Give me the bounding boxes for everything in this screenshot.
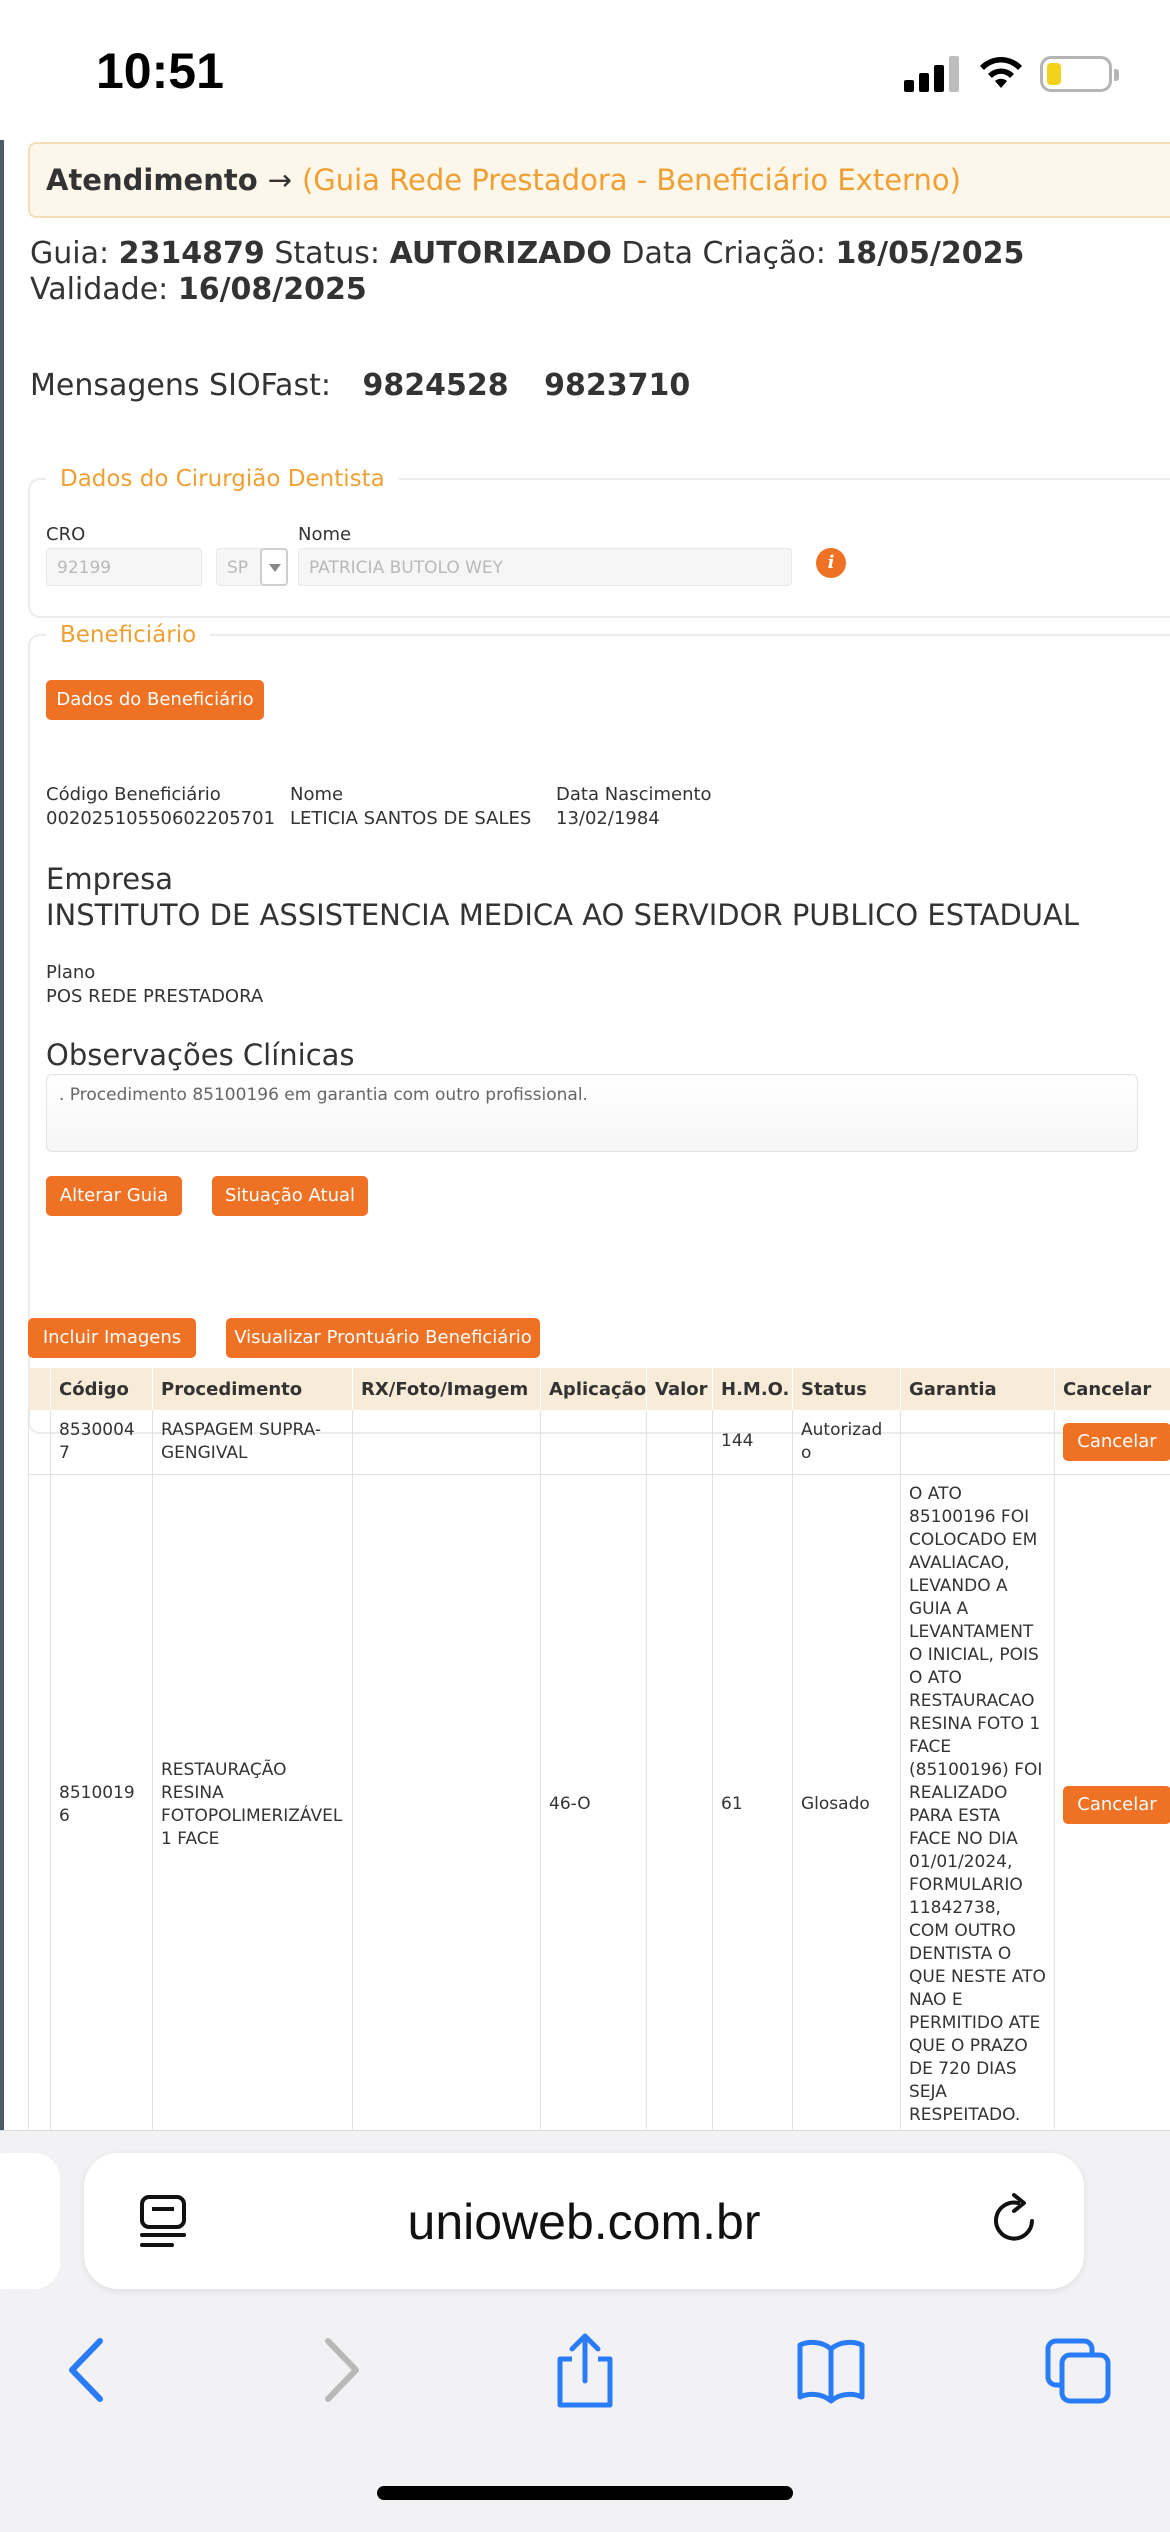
share-icon[interactable] — [550, 2331, 620, 2409]
address-bar[interactable] — [84, 2153, 1084, 2289]
clinical-notes-textarea[interactable]: . Procedimento 85100196 em garantia com outro profissional. — [46, 1074, 1138, 1152]
guide-validity-date: 16/08/2025 — [177, 272, 367, 307]
beneficiary-code: 00202510550602205701 — [46, 808, 276, 829]
breadcrumb-subtitle[interactable]: (Guia Rede Prestadora - Beneficiário Externo) — [301, 163, 961, 197]
beneficiary-legend: Beneficiário — [60, 622, 197, 648]
table-header-row — [29, 1368, 1170, 1410]
view-records-button[interactable]: Visualizar Prontuário Beneficiário — [226, 1318, 540, 1358]
alter-guide-button[interactable]: Alterar Guia — [46, 1176, 182, 1216]
previous-tab-preview[interactable] — [0, 2153, 60, 2289]
browser-toolbar — [0, 2130, 1170, 2532]
cro-label: CRO — [46, 524, 86, 545]
table-row — [29, 1474, 1170, 2130]
cellular-signal-icon — [904, 56, 960, 92]
guide-created-date: 18/05/2025 — [835, 236, 1025, 271]
url-text[interactable]: unioweb.com.br — [407, 2194, 761, 2250]
dentist-name-label: Nome — [298, 524, 352, 545]
procedure-name: RASPAGEM SUPRA-GENGIVAL — [153, 1410, 353, 1474]
siofast-code: 9824528 — [362, 368, 509, 403]
bookmarks-icon[interactable] — [796, 2331, 866, 2409]
company-label: Empresa — [46, 862, 173, 896]
breadcrumb-title: Atendimento — [46, 163, 258, 197]
procedure-code: 85100196 — [51, 1474, 153, 2130]
procedure-hmo: 61 — [713, 1474, 793, 2130]
current-status-button[interactable]: Situação Atual — [212, 1176, 368, 1216]
cancel-procedure-button[interactable]: Cancelar — [1063, 1423, 1170, 1461]
company-name: INSTITUTO DE ASSISTENCIA MEDICA AO SERVIDOR PUBLICO ESTADUAL — [46, 898, 1080, 932]
status-time: 10:51 — [96, 43, 224, 99]
procedure-name: RESTAURAÇÃO RESINA FOTOPOLIMERIZÁVEL 1 FACE — [153, 1474, 353, 2130]
table-header: RX/Foto/Imagem — [353, 1368, 541, 1410]
table-row — [29, 1410, 1170, 1474]
clinical-notes-title: Observações Clínicas — [46, 1038, 355, 1072]
beneficiary-data-button[interactable]: Dados do Beneficiário — [46, 680, 264, 720]
table-header: Status — [793, 1368, 901, 1410]
table-header: Aplicação — [541, 1368, 647, 1410]
uf-dropdown-arrow-icon[interactable] — [260, 548, 288, 586]
procedure-value — [647, 1410, 713, 1474]
back-icon[interactable] — [52, 2331, 122, 2409]
home-indicator — [377, 2486, 793, 2500]
beneficiary-section — [28, 622, 1170, 1434]
procedure-rx — [353, 1410, 541, 1474]
guide-status: AUTORIZADO — [389, 236, 612, 271]
breadcrumb-arrow: → — [267, 163, 292, 197]
procedure-status: Autorizado — [793, 1410, 901, 1474]
plan-label: Plano — [46, 962, 96, 983]
procedure-application — [541, 1410, 647, 1474]
procedure-hmo: 144 — [713, 1410, 793, 1474]
plan-value: POS REDE PRESTADORA — [46, 986, 264, 1007]
web-content — [0, 140, 1170, 2130]
left-edge-bar — [0, 140, 4, 2130]
dentist-section — [28, 466, 1170, 618]
breadcrumb — [28, 142, 1170, 218]
table-header: Valor — [647, 1368, 713, 1410]
beneficiary-name-label: Nome — [290, 784, 344, 805]
table-header: Cancelar — [1055, 1368, 1170, 1410]
include-images-button[interactable]: Incluir Imagens — [28, 1318, 196, 1358]
dentist-name-field[interactable]: PATRICIA BUTOLO WEY — [298, 548, 792, 586]
procedures-table — [28, 1368, 1170, 2130]
table-header — [29, 1368, 51, 1410]
guide-info-line: Guia: 2314879 Status: AUTORIZADO Data Criação: 18/05/2025 — [30, 236, 1025, 271]
forward-icon[interactable] — [306, 2331, 376, 2409]
procedure-application: 46-O — [541, 1474, 647, 2130]
procedure-guarantee — [901, 1410, 1055, 1474]
wifi-icon — [976, 52, 1026, 92]
beneficiary-code-label: Código Beneficiário — [46, 784, 221, 805]
siofast-messages: Mensagens SIOFast: 9824528 9823710 — [30, 368, 691, 403]
procedure-rx — [353, 1474, 541, 2130]
guide-number: 2314879 — [118, 236, 265, 271]
birth-date-label: Data Nascimento — [556, 784, 712, 805]
guide-validity-line: Validade: 16/08/2025 — [30, 272, 367, 307]
procedure-code: 85300047 — [51, 1410, 153, 1474]
beneficiary-name: LETICIA SANTOS DE SALES — [290, 808, 532, 829]
cro-field[interactable]: 92199 — [46, 548, 202, 586]
dentist-legend: Dados do Cirurgião Dentista — [60, 466, 385, 492]
table-header: H.M.O. — [713, 1368, 793, 1410]
uf-select[interactable]: SP — [216, 548, 264, 586]
tabs-icon[interactable] — [1044, 2331, 1114, 2409]
procedure-value — [647, 1474, 713, 2130]
info-icon[interactable]: i — [816, 548, 846, 578]
birth-date: 13/02/1984 — [556, 808, 660, 829]
procedure-guarantee: O ATO 85100196 FOI COLOCADO EM AVALIACAO, LEVANDO A GUIA A LEVANTAMENTO INICIAL, POIS O ATO RESTAURACAO RESINA FOTO 1 FACE (85100196) FOI REALIZADO PARA ESTA FACE NO DIA 01/01/2024, FORMULARIO 11842738, COM OUTRO DENTISTA O QUE NESTE ATO NAO E PERMITIDO ATE QUE O PRAZO DE 720 DIAS SEJA RESPEITADO. — [901, 1474, 1055, 2130]
siofast-code: 9823710 — [544, 368, 691, 403]
reload-icon[interactable] — [988, 2191, 1044, 2251]
table-header: Garantia — [901, 1368, 1055, 1410]
cancel-procedure-button[interactable]: Cancelar — [1063, 1786, 1170, 1824]
table-header: Código — [51, 1368, 153, 1410]
battery-icon — [1040, 56, 1112, 92]
procedure-status: Glosado — [793, 1474, 901, 2130]
table-header: Procedimento — [153, 1368, 353, 1410]
status-bar — [0, 0, 1170, 140]
